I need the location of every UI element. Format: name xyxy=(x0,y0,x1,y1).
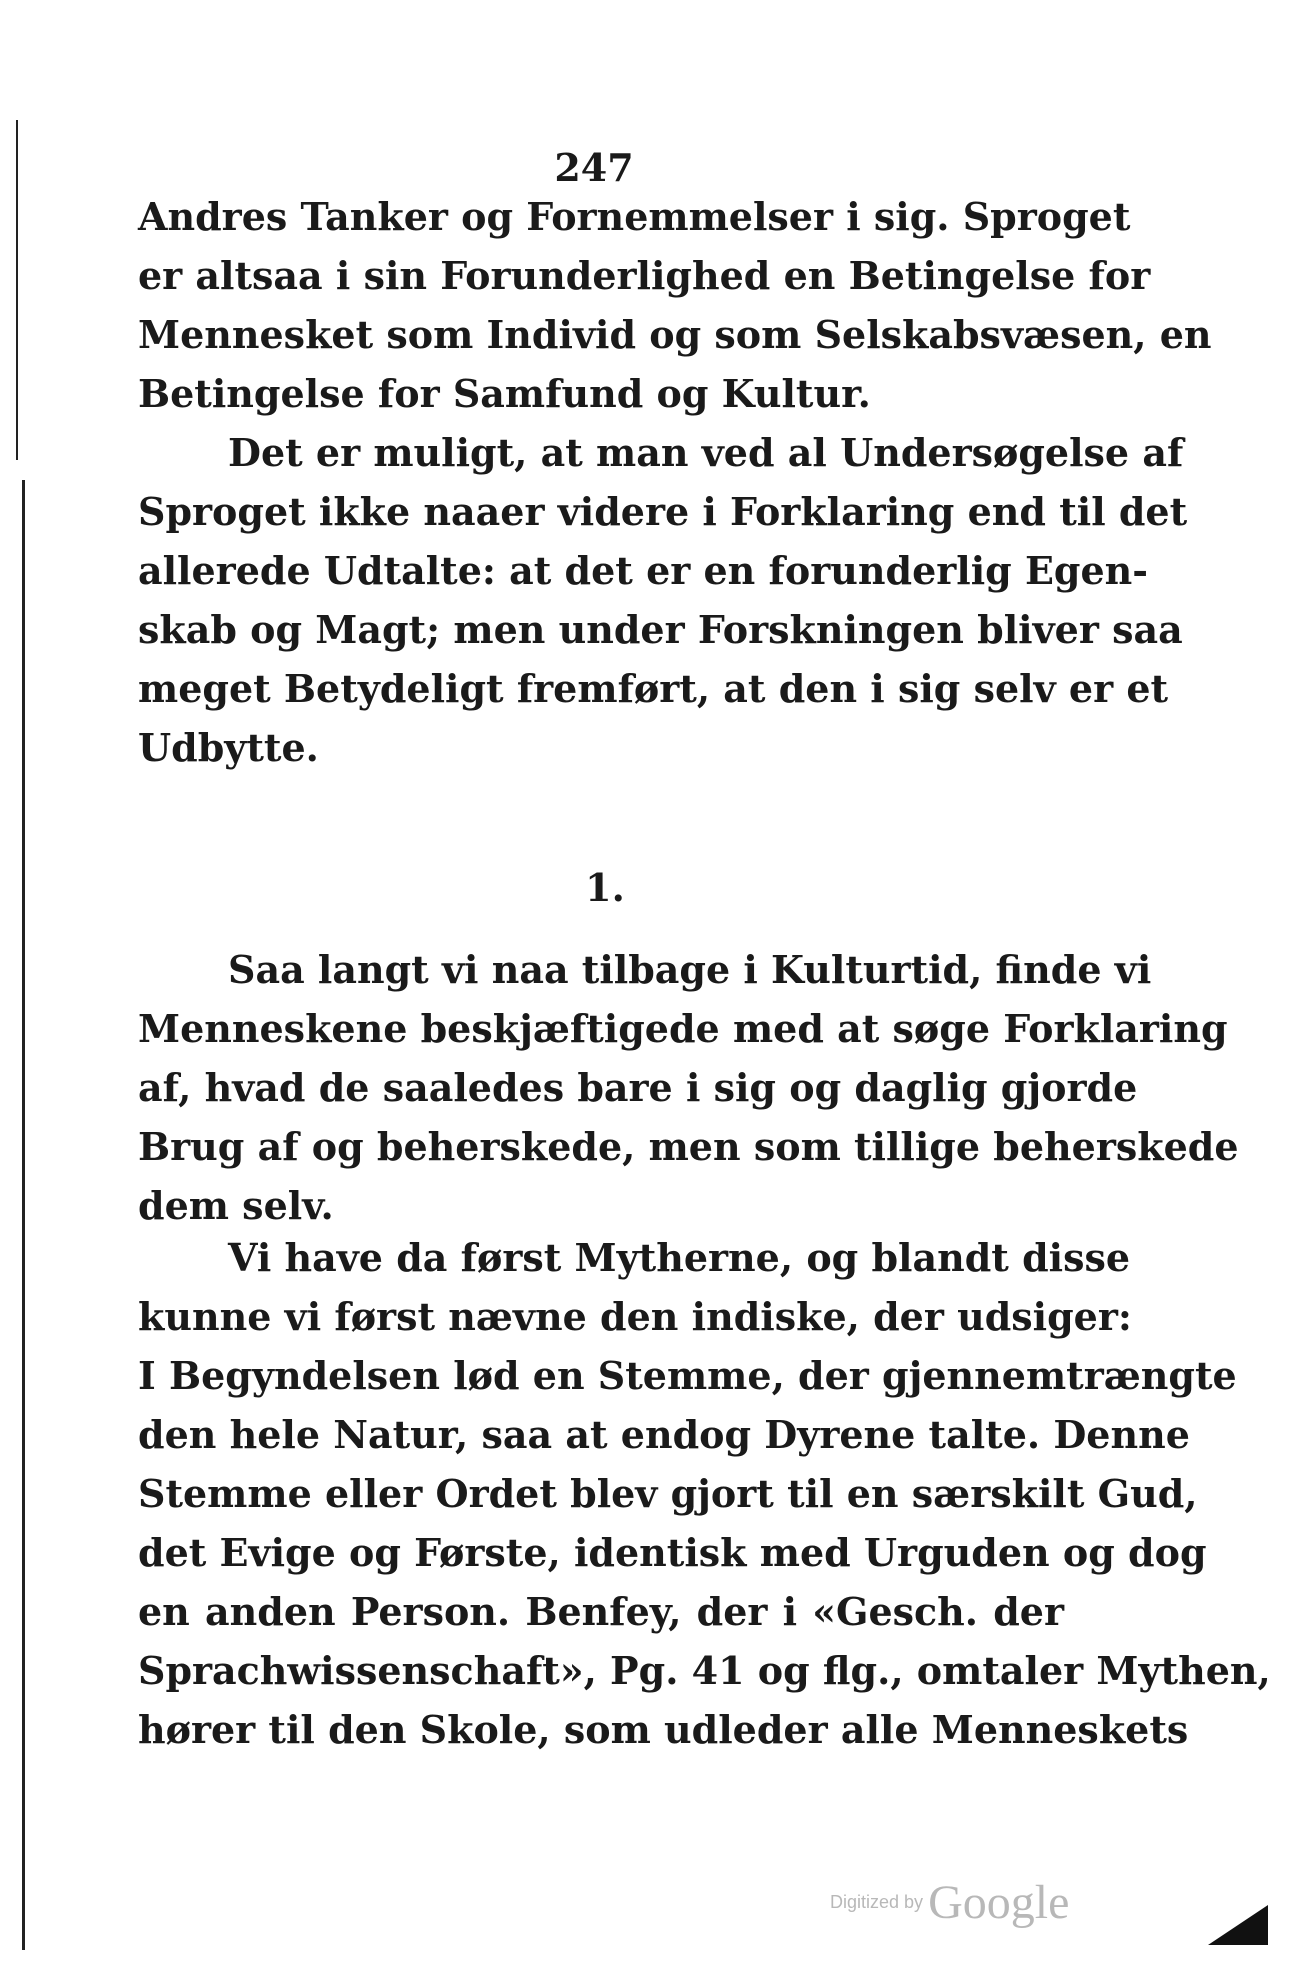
text-line: Stemme eller Ordet blev gjort til en særskilt Gud, xyxy=(138,1471,1198,1516)
google-logo: Google xyxy=(928,1876,1070,1929)
text-line: Sprachwissenschaft», Pg. 41 og flg., omtaler Mythen, xyxy=(138,1648,1271,1693)
paragraph-1 xyxy=(138,187,1212,423)
text-line: kunne vi først nævne den indiske, der udsiger: xyxy=(138,1294,1132,1339)
text-line: Menneskene beskjæftigede med at søge Forklaring xyxy=(138,1006,1228,1051)
text-line: en anden Person. Benfey, der i «Gesch. der xyxy=(138,1589,1064,1634)
text-line: Udbytte. xyxy=(138,725,319,770)
text-line: Vi have da først Mytherne, og blandt disse xyxy=(228,1235,1131,1280)
text-line: Saa langt vi naa tilbage i Kulturtid, finde vi xyxy=(228,947,1152,992)
text-line: Andres Tanker og Fornemmelser i sig. Sproget xyxy=(138,194,1131,239)
paragraph-3 xyxy=(138,940,1239,1235)
scan-edge-line xyxy=(22,480,25,1950)
watermark-prefix: Digitized by xyxy=(830,1892,924,1912)
page-number: 247 xyxy=(554,145,634,190)
text-line: allerede Udtalte: at det er en forunderlig Egen- xyxy=(138,548,1149,593)
text-line: af, hvad de saaledes bare i sig og daglig gjorde xyxy=(138,1065,1138,1110)
text-line: Betingelse for Samfund og Kultur. xyxy=(138,371,871,416)
digitized-by-watermark xyxy=(830,1875,1069,1930)
text-line: I Begyndelsen lød en Stemme, der gjennemtrængte xyxy=(138,1353,1237,1398)
text-line: er altsaa i sin Forunderlighed en Betingelse for xyxy=(138,253,1151,298)
scan-corner-mark xyxy=(1208,1905,1268,1945)
text-line: dem selv. xyxy=(138,1183,334,1228)
text-line: meget Betydeligt fremført, at den i sig selv er et xyxy=(138,666,1169,711)
text-line: hører til den Skole, som udleder alle Menneskets xyxy=(138,1707,1189,1752)
paragraph-2 xyxy=(138,423,1188,777)
paragraph-4 xyxy=(138,1228,1271,1759)
section-number: 1. xyxy=(585,865,625,910)
text-line: Sproget ikke naaer videre i Forklaring end til det xyxy=(138,489,1188,534)
text-line: Det er muligt, at man ved al Undersøgelse af xyxy=(228,430,1184,475)
text-line: den hele Natur, saa at endog Dyrene talte. Denne xyxy=(138,1412,1190,1457)
text-line: det Evige og Første, identisk med Urguden og dog xyxy=(138,1530,1207,1575)
text-line: Mennesket som Individ og som Selskabsvæsen, en xyxy=(138,312,1212,357)
text-line: skab og Magt; men under Forskningen bliver saa xyxy=(138,607,1183,652)
text-line: Brug af og beherskede, men som tillige beherskede xyxy=(138,1124,1239,1169)
